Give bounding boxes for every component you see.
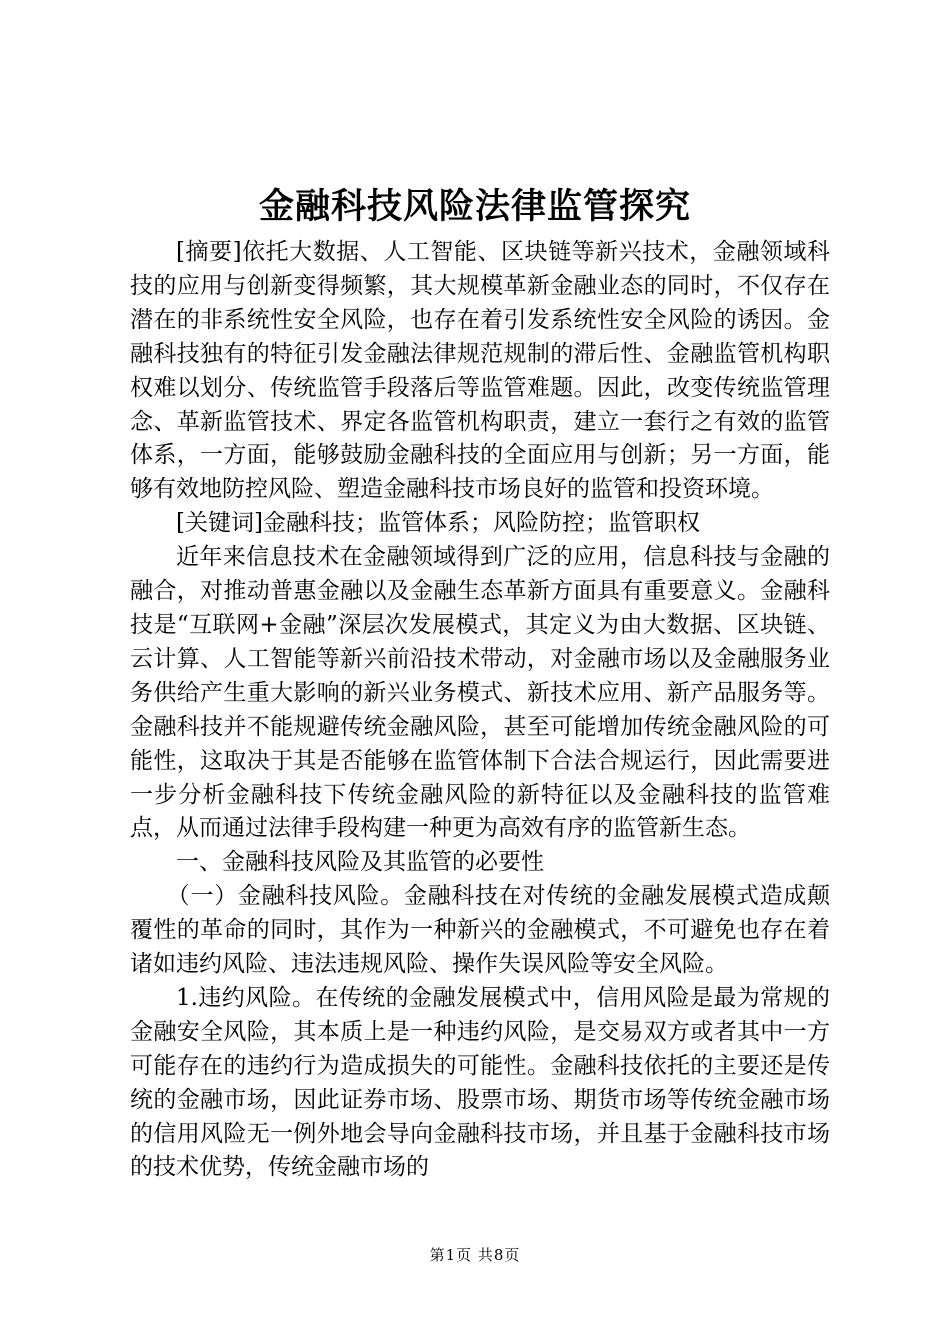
section-heading: 一、金融科技风险及其监管的必要性 bbox=[176, 849, 544, 876]
introduction-paragraph: 近年来信息技术在金融领域得到广泛的应用，信息科技与金融的融合，对推动普惠金融以及金融生态革新方面具有重要意义。金融科技是“互联网+金融”深层次发展模式，其定义为由大数据、区块链、云计算、人工智能等新兴前沿技术带动，对金融市场以及金融服务业务供给产生重大影响的新兴业务模式、新技术应用、新产品服务等。金融科技并不能规避传统金融风险，甚至可能增加传统金融风险的可能性，这取决于其是否能够在监管体制下合法合规运行，因此需要进一步分析金融科技下传统金融风险的新特征以及金融科技的监管难点，从而通过法律手段构建一种更为高效有序的监管新生态。 bbox=[130, 544, 830, 842]
keywords-paragraph: [关键词]金融科技；监管体系；风险防控；监管职权 bbox=[176, 510, 700, 537]
default-risk-paragraph: 1.违约风险。在传统的金融发展模式中，信用风险是最为常规的金融安全风险，其本质上是一种违约风险，是交易双方或者其中一方可能存在的违约行为造成损失的可能性。金融科技依托的主要还是传统的金融市场，因此证券市场、股票市场、期货市场等传统金融市场的信用风险无一例外地会导向金融科技市场，并且基于金融科技市场的技术优势，传统金融市场的 bbox=[130, 984, 830, 1181]
subsection-paragraph: （一）金融科技风险。金融科技在对传统的金融发展模式造成颠覆性的革命的同时，其作为一种新兴的金融模式，不可避免也存在着诸如违约风险、违法违规风险、操作失误风险等安全风险。 bbox=[130, 883, 830, 978]
page-title: 金融科技风险法律监管探究 bbox=[258, 186, 691, 227]
abstract-paragraph: [摘要]依托大数据、人工智能、区块链等新兴技术，金融领域科技的应用与创新变得频繁，其大规模革新金融业态的同时，不仅存在潜在的非系统性安全风险，也存在着引发系统性安全风险的诱因。金融科技独有的特征引发金融法律规范规制的滞后性、金融监管机构职权难以划分、传统监管手段落后等监管难题。因此，改变传统监管理念、革新监管技术、界定各监管机构职责，建立一套行之有效的监管体系，一方面，能够鼓励金融科技的全面应用与创新；另一方面，能够有效地防控风险、塑造金融科技市场良好的监管和投资环境。 bbox=[130, 239, 830, 503]
document-body bbox=[130, 236, 830, 1185]
page-footer: 第1页 共8页 bbox=[429, 1246, 521, 1264]
